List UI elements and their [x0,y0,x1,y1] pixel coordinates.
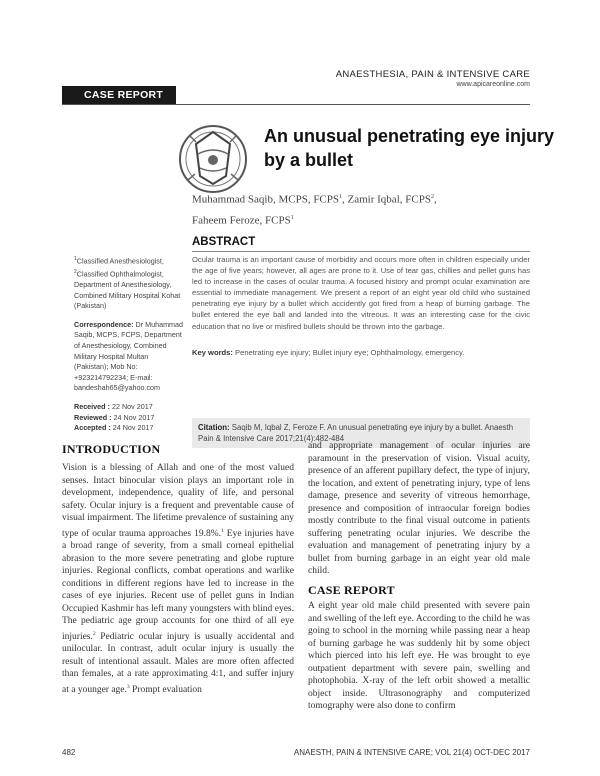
accepted-label: Accepted : [74,423,111,433]
footer-journal-issue: ANAESTH, PAIN & INTENSIVE CARE; VOL 21(4) OCT-DEC 2017 [293,748,530,757]
journal-url[interactable]: www.apicareonline.com [456,81,530,88]
affiliation-department: Department of Anesthesiology, Combined Military Hospital Kohat (Pakistan) [74,279,181,311]
page-number: 482 [62,748,76,757]
intro-text-4: Prompt evaluation [129,684,202,695]
reviewed-label: Reviewed : [74,412,112,422]
received-date [74,402,184,413]
accepted-date [74,423,184,434]
intro-text-2: Eye injuries have a broad range of severity, from a small corneal epithelial abrasion to the more severe penetrating and globe rupture injuries. Regional conflicts, combat operations and warlike conditions in different regions have led to increase in the cases of eye injuries. Recent use of pellet guns in Indian Occupied Kashmir has left many youngsters with blind eyes. The pediatric age group accounts for one third of all eye injuries. [62,528,294,642]
journal-name: ANAESTHESIA, PAIN & INTENSIVE CARE [335,69,530,80]
title-line-1: An unusual penetrating eye injury [264,126,555,146]
correspondence-text: Dr Muhammad Saqib, MCPS, FCPS, Department of Anesthesiology, Combined Military Hospital Multan (Pakistan); Mob No: +923214792234; E-mail: bandeshah65@yahoo.com [74,319,184,393]
article-dates [74,402,184,434]
keywords-label: Key words: [192,348,233,357]
body-column-left [62,442,294,696]
reviewed-value: 24 Nov 2017 [111,412,155,422]
abstract-rule [192,251,530,252]
citation-label: Citation: [198,423,230,432]
author-3-affiliation: 1 [290,214,294,221]
author-1: Muhammad Saqib, MCPS, FCPS [192,193,340,206]
author-separator: , [433,193,437,206]
received-label: Received : [74,401,110,411]
case-report-paragraph: A eight year old male child presented with severe pain and swelling of the left eye. According to the child he was going to school in the morning while passing near a heap of burning garbage he was suddenly hit by some object which pierced into his left eye. He was brought to eye outpatient department with severe pain, swelling and photophobia. X-ray of the left orbit showed a metallic object inside. Ultrasonography and computerized tomography were also done to confirm [308,601,530,711]
affiliation-1-text: Classified Anesthesiologist, [76,256,164,266]
received-value: 22 Nov 2017 [109,401,153,411]
abstract-text: Ocular trauma is an important cause of morbidity and occurs more often in children especially under the age of five years; however, all ages are prone to it. Use of tear gas, chillies and pellet guns has led to increase in the cases of ocular trauma. A focused history and prompt ocular examination are essential to immediate management. We present a report of an eight year old child who sustained penetrating eye injury by a bullet which accidently got fired from a heap of burning garbage. The bullet entered the eye ball and landed into the vitreous. It was an interesting case for the civic education that no live or misfired bullets should be thrown into the garbage. [192,255,530,331]
section-tag: CASE REPORT [62,86,176,104]
intro-text-1: Vision is a blessing of Allah and one of the most valued senses. Intact binocular vision plays an important role in development, independence, quality of life, and personal safety. Ocular injury is a frequent and preventable cause of visual impairment. The lifetime prevalence of sustaining any type of ocular trauma approaches 19.8%. [62,463,294,539]
author-1-affiliation: 1 [339,194,343,200]
author-2-affiliation: 2 [430,194,434,200]
introduction-heading: INTRODUCTION [62,442,161,456]
keywords-text: Penetrating eye injury; Bullet injury eye; Ophthalmology, emergency. [232,348,465,357]
intro-text-3: Pediatric ocular injury is usually accidental and unilocular. In contrast, adult ocular injury is usually the result of intentional assault. Males are more often affected than females, at a rate approximating 4:1, and suffer injury at a younger age. [62,631,294,695]
introduction-continued: and appropriate management of ocular injuries are paramount in the preservation of vision. Visual acuity, presence of an afferent pupillary defect, the type of injury, the location, and extent of penetrating injury, type of lens damage, presence and severity of vitreous hemorrhage, presence and composition of intraocular foreign bodies mostly contribute to the final visual outcome in patients suffering penetrating ocular injuries. We describe the evaluation and management of penetrating injury by a bullet from burning garbage in an eight year old male child. [308,441,530,576]
ref-1: 1 [221,527,224,534]
header-rule [62,104,530,105]
ref-3: 3 [126,683,130,690]
apic-logo-icon [178,124,248,194]
authors-line-2 [192,209,532,230]
author-list [192,188,532,229]
article-title [264,124,564,172]
case-report-heading: CASE REPORT [308,582,395,597]
affiliations [74,254,184,312]
introduction-paragraph [62,462,294,696]
author-2: , Zamir Iqbal, FCPS [342,193,431,206]
affiliation-1-mark: 1 [74,256,77,262]
reviewed-date [74,413,184,424]
author-3: Faheem Feroze, FCPS [192,214,291,227]
authors-line-1 [192,188,532,209]
citation-text: Saqib M, Iqbal Z, Feroze F. An unusual penetrating eye injury by a bullet. Anaesth Pain & Intensive Care 2017;21(4):482-484 [198,423,514,443]
ref-2: 2 [92,630,96,637]
title-line-2: by a bullet [264,150,354,170]
abstract-heading: ABSTRACT [192,236,256,248]
affiliation-sidebar [74,254,184,442]
affiliation-1 [74,254,184,267]
correspondence [74,320,184,394]
accepted-value: 24 Nov 2017 [110,423,154,433]
keywords [192,348,530,357]
affiliation-2-mark: 2 [74,268,77,275]
affiliation-2-text: Classified Ophthalmologist, [76,269,164,279]
correspondence-label: Correspondence: [74,319,134,329]
affiliation-2 [74,267,184,280]
body-column-right [308,440,530,713]
